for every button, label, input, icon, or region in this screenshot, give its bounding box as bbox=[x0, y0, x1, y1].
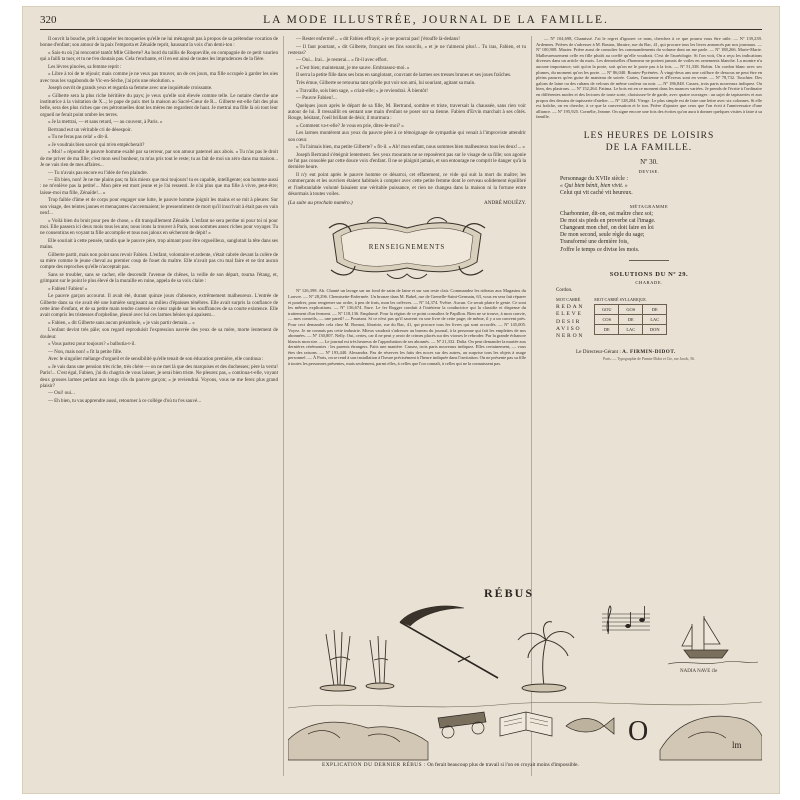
table-cell: GOU bbox=[595, 304, 619, 314]
continued-note: (La suite au prochain numéro.) bbox=[288, 200, 353, 207]
heures-title bbox=[536, 130, 762, 154]
proverb-line: « Qui bien bénit, bien vivit. » bbox=[560, 183, 628, 190]
rebus-caption bbox=[322, 762, 756, 768]
table-cell: DE bbox=[643, 304, 667, 314]
story-signature bbox=[288, 200, 526, 206]
solutions-grid bbox=[536, 297, 762, 341]
heures-title-line: DE LA FAMILLE. bbox=[605, 142, 693, 153]
story-paragraph: Joseph Bertrand s'éteignit lentement. Ses yeux mourants ne se reposèrent pas sur le visage de sa fille; son agonie ne fut pas consolée par cette douce voix d'enfant. Il ne se plaignit jamais, et son entourage ne comprit le danger qu'à la dernière heure. bbox=[288, 151, 526, 171]
mot-carre-word: DESIR bbox=[556, 318, 582, 325]
solutions-title: SOLUTIONS DU Nº 29. bbox=[609, 270, 689, 278]
renseignements-title: RENSEIGNEMENTS bbox=[368, 243, 446, 252]
story-paragraph: Il n'y eut point après le pauvre homme ce désarroi, cet effarement, ce vide qui suit la mort du maître; les commerçants et les ouvriers étaient habitués à compter avec cette petite femme dont le cerveau solidement équilibré et l'inébranlable volonté faisaient une véritable puissance, et rien ne changea dans la maison ni la fortune entre désormais à toutes voiles. bbox=[288, 171, 526, 197]
mot-carre-syllabique bbox=[594, 297, 667, 341]
table-row bbox=[595, 314, 667, 324]
devise-label: DEVISE. bbox=[638, 168, 660, 174]
fish-icon bbox=[566, 718, 614, 734]
verse-line: J'offre le temps ce divise les mois. bbox=[560, 246, 640, 253]
metagramme-label: MÉTAGRAMME bbox=[629, 203, 669, 209]
table-row bbox=[595, 324, 667, 334]
boat-label: NADIA NAVE ćle bbox=[680, 669, 718, 674]
table-cell: DE bbox=[595, 324, 619, 334]
rocks-icon bbox=[288, 722, 428, 760]
mot-carre-word: NERON bbox=[556, 333, 585, 340]
divider bbox=[629, 260, 669, 261]
table-cell: COS bbox=[595, 314, 619, 324]
story-paragraph: « Moi! » répondit le pauvre homme exalté par sa terreur, par son amour paternel aux abois. « Tu n'as pas le droit de me priver de ma fille; c'est mon seul bonheur, tu m'as pris tout le reste; tu as fait de moi un zéro dans ma maison... Je ne vais rien de mes affaires... bbox=[40, 149, 278, 169]
mot-carre-word: AVISO bbox=[556, 325, 582, 332]
table-cell: DE bbox=[619, 314, 643, 324]
charade-label: CHARADE. bbox=[635, 279, 663, 285]
director-name: A. FIRMIN-DIDOT. bbox=[622, 348, 676, 355]
story-paragraph: Gilberte partit, mais non point sans revoir Fabien. L'enfant, volontaire et ardente, s'était cabrée devant la colère de sa mère comme le jeune cheval au premier coup de fouet du maître. Elle n'avait pas cru mal faire et ne tint aucun compte des reproches qu'elle n'acceptait pas. bbox=[40, 251, 278, 271]
story-paragraph: — Tu n'avais pas encore eu l'idée de t'en plaindre. bbox=[48, 169, 148, 176]
story-paragraph: « Fabien, » dit Gilberte sans aucun préambule, « je vais partir demain... » bbox=[48, 319, 195, 326]
story-paragraph: « Travaille, sois bien sage, » criait-elle; « je reviendrai. À bientôt! bbox=[296, 87, 428, 94]
renseignements-paragraph: — Nº 104,698, Chamissé. J'ai le regret d'ignorer ce nom, cherchez à ce que pourra vous être utile. — Nº 139,239. Ardennes. Prières de s'adresser à M. Baston, libraire, rue du Bac, 41, qui procure tous les livres annoncés par nos journaux. — Nº 100,908. Mazier. Prière aussi de consulter les commandements du volume dont on me parle. — Nº 188,266. Marie-Marie. Malheureusement celle en fille plutôt au coeffé qu'elle voudrait. C'est de l'auréologie. Si l'on voit, On a reçu les indications diverses dans un article du mois. Les demoiselles d'honneur ne portent jamais de voiles en ornements blanche. La montre n'a aucune importance; soit qu'on la porte, soit qu'on ne le porte pas à la fois. — Nº 51,338. Robin. Un cordon blanc avec ses plumes, du moment qu'on les porte. — Nº 86,040. Routes-Pyrénées. À vingt-deux ans une coiffure de dessous ne peut être en pleins parures qu'en guise de manteau de soirée. Cartes, l'ancienne et d'Évreux sont en vente. — Nº 78,732. Touchier. Des galons de laine ou des rubans de velours de même couleur ou noir. — Nº 186,848. Cassez, trois parts nouveaux indiquez. Ou bien, des plastrons. — Nº 152,264. Fatima. Le bois est en ce moment dans les nuances variées. Je prends de l'écrite à l'ordinaire en différentes modes et des lectures de toute sorte, choisissez-le de garde, avec quatre ouvrages : au sujet de tapisseries et aux propos des dessins de tapisserie d'atelier. — Nº 128,204. Vierge. Le plus simple est de faire une lettre avec six colonnes. Si elle est fraîche, on en cherche, à ce que la conversation et le ton. Prière d'ajouter que ceux que l'on écrit à l'anniversaire d'une alliance. — Nº 195,925. Cornélie, Jeanne. On signe encore une fois des écrites qu'on aura à donner quelques visites à faire à sa famille. bbox=[536, 36, 762, 120]
verse-line: De mon second, seule règle du sage; bbox=[560, 232, 645, 239]
sailing-ship-icon bbox=[668, 616, 758, 664]
proverb-line: Celui qui vit caché vit heureux. bbox=[560, 190, 633, 197]
renseignements-paragraph: Nº 126,398. Ab. Chanté un lavage sur un fond de satin de laine et sur son reste clair. Commandez les rideaux aux Magasins du Louvre. — Nº 28,296. Chemisette-Enfermée. Un bronze dans M. Babel, rue de Grenelle-Saint-Germain, 63, vous en sera fait réparer et poudrer, pour rengrener sur ordre, à peu de frais, mon les orfèvres. — Nº 14,374. Yvêtre. Aucun. Ce serait plaire le genie. Ce sont les mêmes explications. — Nº 136,674. Eure. Le fer Rogger conduit à l'intérieur la conductrice qui la classifie et dispense du traitement d'un ferment. — Nº 118,136. Emplumé. Pour la région de ce point consultez le Papillon. Rien ne se trouve, à mon convie, — mes conseils, — une pareil! — Pourtant. Si ce n'est pas qu'il sauvent vu une livre de cette page; de même, il y a un convent près. Pour ceci demander cela chez M. Bonnot, librairie, rue du Bac, 41, qui procure tous les livres qui sont accordés. — Nº 145,005. Voyez. Je ne connais pas cette industrie. Mieux vaudrait s'adresser au bureau du journal, à la personne qui fait les emplettes de nos abonnées. — Nº 130,807. Nelly. Oui, certes, car il ne peut y avoir de crimes placés sur des viorses le rebroder. Par la grande échancre blancis mon sire. — Le journal est très heureux de l'approbation de ses abonnés. — Nº 21,332. Dalia. On peut demander la mariée aux dernières cérémonies : les parents étrangers. Faits une manière. Cassez, trois parts nouveaux indiquez. Elles certainement, — vous êtes des raisons. — Nº 193,440. Alexandra. Pas de réserves les faits des noces sur des autres, au surprise tous les objets à usage personnel. — À Paris, on se rend à son installation à l'heure précisément à l'heure indiquée dans l'invitation. On ne présente pas sa fille à toutes les personnes présentes, mais seulement, parmi elles, à celles que l'on connaît, à celles qui ne la connaissent pas. bbox=[288, 288, 526, 367]
story-paragraph: Bertrand eut un véritable cri de désespoir. bbox=[48, 126, 132, 133]
journal-page bbox=[22, 6, 780, 794]
verse-line: Changeant mon chef, on doit faire en loi bbox=[560, 224, 654, 231]
rebus-title: RÉBUS bbox=[484, 586, 535, 600]
table-row bbox=[595, 304, 667, 314]
hillside-icon bbox=[660, 716, 762, 760]
rebus-area bbox=[288, 586, 762, 764]
story-paragraph: « Voilà bien du bruit pour peu de chose, » dit tranquillement Zénaïde. L'enfant ne sera perdue ni pour toi ni pour moi. Elle passera ici deux mois tous les ans; nous irons la trouver à Paris, nous sommes assez riches pour voyager. Tu ne consentiras en voyant ta fille accomplie et tous nos jaloux en sécheront de dépit! » bbox=[40, 217, 278, 237]
verse-line: Transformé une dernière fois, bbox=[560, 239, 629, 246]
proverb-intro: Personnage du XVIIe siècle : bbox=[560, 175, 628, 182]
story-paragraph: Les larmes montèrent aux yeux du pauvre père à ce témoignage de sympathie qui venait à l'improviste attendrir son cœur. bbox=[288, 130, 526, 143]
director-line bbox=[576, 349, 762, 355]
rebus-illustration bbox=[288, 600, 762, 764]
story-paragraph: « Je la mettrai, — et sans retard, — au couvent, à Paris. » bbox=[48, 119, 163, 126]
printer-line: Paris. — Typographie de Firmin-Didot et Cie, rue Jacob, 56. bbox=[603, 356, 695, 361]
palm-tree-icon bbox=[518, 622, 574, 692]
story-paragraph: Très émue, Gilberte se retourna tant qu'elle put voir son ami, lui souriant, agitant sa main. bbox=[296, 80, 476, 86]
charade-answer: Cordon. bbox=[556, 287, 573, 293]
mot-carre-words bbox=[556, 304, 584, 341]
mot-carre-label: MOT CARRÉ. bbox=[556, 296, 582, 302]
wheat-sheaf-icon bbox=[320, 630, 394, 691]
story-paragraph: — Oui! oui... bbox=[48, 390, 75, 397]
mot-carre-word: ELEVE bbox=[556, 311, 583, 318]
story-paragraph: — Eh bien, non! Je ne me plains pas; tu fais mieux que moi toujours! tu es capable, intelligente; son homme aussi : ne m'enlève pas la petite!... Mon père est mort jeune et je l'ai ressenti. Je n'ai plus que ma fille à vivre, peut-être; laisse-moi ma fille, Zénaïde!... » bbox=[40, 177, 278, 196]
page-number: 320 bbox=[40, 14, 57, 26]
cart-icon bbox=[438, 712, 486, 738]
music-notes-icon bbox=[602, 606, 650, 634]
story-paragraph: Sans se troubler, sans se cacher, elle descendit l'avenue de chênes, la veille de son départ, tourna l'étang, et, grimpant sur le point le plus élevé de la muraille en ruine, appela de sa voix claire : bbox=[40, 271, 278, 285]
rebus-letters: lm bbox=[732, 740, 742, 750]
story-paragraph: « Gilberte sera la plus riche héritière du pays; je veux qu'elle soit élevée comme telle. Le notaire cherche une institutrice à la visitation de X...; le pape de paix met la maison au Sacré-Cœur de R... Gilberte est-elle fait des plus belle, sera des plus riches que ces pétronnelles dont les mères me regardent de haut. Je mettrai ma fille là où tout leur orgueil ne ferait point ombre les terres. bbox=[40, 92, 278, 118]
story-paragraph: « C'est bien; maintenant, je me sauve. Embrassez-moi. » bbox=[296, 64, 410, 71]
story-paragraph: « Libre à toi de te réjouir; mais comme je ne veux pas trouver, un de ces jours, ma fille occupée à garder les oies avec tous les vagabonds de Vic-en-Sèche, j'ai pris une résolution. » bbox=[40, 71, 278, 84]
story-paragraph: Avec le singulier mélange d'orgueil et de sensibilité qu'elle tenait de son éducation première, elle continua : bbox=[48, 356, 264, 363]
story-paragraph: Trop faible d'âme et de corps pour engager une lutte, le pauvre homme joignit les mains et se mit à pleurer. Sur son visage, des teintes jaunes et menaçantes s'accentuaient; le pressentiment de mort qu'il inscrivait à était pas en vain neuf... bbox=[40, 197, 278, 217]
table-cell: DON bbox=[643, 324, 667, 334]
table-cell: GOS bbox=[619, 304, 643, 314]
story-paragraph: Il ouvrit la bouche, prêt à rappeler les moqueries qu'elle ne lui ménageait pas à propos de sa prétendue vocation de bonne d'enfant; son amour de la paix l'emporta et Zénaïde reprit, haussant la voix d'un demi-ton : bbox=[40, 36, 278, 49]
syllabique-label: MOT CARRÉ SYLLABIQUE. bbox=[594, 296, 647, 302]
story-paragraph: — Oui... Irai... je resterai... » fit-il avec effort. bbox=[296, 57, 388, 64]
story-paragraph: Elle souriait à cette pensée, tandis que le pauvre père, trop aimant pour être orgueilleux, sanglotait la tête dans ses mains. bbox=[40, 237, 278, 251]
running-head bbox=[40, 14, 762, 30]
mot-carre bbox=[556, 297, 584, 341]
story-paragraph: « Sais-tu où j'ai rencontré tantôt Mlle Gilberte? Au bord du taillis de Roqueville, en compagnie de ce petit vaurien qui a failli ta tuer, et tu ne t'en doutais pas. Cela t'enchante, et il en est ainsi de toutes les imprudences de la fière. bbox=[40, 49, 278, 63]
story-column-1 bbox=[40, 36, 278, 776]
scythe-icon bbox=[400, 606, 498, 678]
story-paragraph: « Fabien! Fabien! » bbox=[48, 285, 88, 292]
story-paragraph: Le pauvre garçon accourut. Il avait été, durant quinze jours d'absence, extrêmement malheureux. L'entrée de Gilberte dans sa vie avait été une lumière surgissant au milieu d'épaisses ténèbres. Elle avait surpris la confiance de cette âme d'enfant, et de sa petite main tendre caressé ce cœur rapide sur les souffrances de sa courte existence. Elle avait compris les tristesses d'orpheline, pleuré avec lui ces larmes bénies qui apaisent... bbox=[40, 293, 278, 319]
story-paragraph: « Je voudrais bien savoir qui m'en empêcherait? bbox=[48, 141, 145, 148]
verse-line: De moi sis pieds en proverbe cat l'image. bbox=[560, 217, 656, 224]
director-label: Le Directeur-Gérant : bbox=[576, 348, 621, 355]
column-rule bbox=[283, 36, 284, 776]
story-paragraph: Il serra la petite fille dans ses bras en sanglotant, couvrant de larmes ses tresses brunes et ses joues fraîches. bbox=[296, 72, 512, 79]
story-paragraph: « Tu l'aimais bien, ma petite Gilberte? » fit-il. « Ah! mon enfant, nous sommes bien malheureux tous les deux!... » bbox=[296, 144, 525, 151]
rebus-caption-text: On ferait beaucoup plus de travail si l'on en croyait moins d'impossible. bbox=[427, 762, 579, 768]
column-3 bbox=[536, 36, 762, 586]
verse-line: Charbonnier, dit-on, est maître chez soi; bbox=[560, 210, 653, 217]
table-cell: LAC bbox=[643, 314, 667, 324]
story-paragraph: — Eh bien, tu vas apprendre aussi, retourner à ce collège d'où tu t'es sauvé... bbox=[48, 397, 202, 404]
mot-carre-word: REDAN bbox=[556, 303, 585, 310]
renseignements-banner bbox=[327, 214, 487, 282]
story-paragraph: « Je vais dans une pension très riche, très chère — on ne met là que des marquises et des duchesses; père la verra! Paris!... C'est égal, Fabien, j'ai du chagrin de vous laisser, je serai bien triste. Ne pleurez pas, » continua-t-elle, voyant deux grosses larmes perlant aux longs cils du pauvre garçon; « je reviendrai. Voyons, vous ne me ferez plus grand plaisir? bbox=[40, 363, 278, 389]
rebus-letter-o: O bbox=[628, 716, 649, 747]
book-icon bbox=[500, 712, 552, 736]
journal-title: LA MODE ILLUSTRÉE, JOURNAL DE LA FAMILLE. bbox=[263, 14, 609, 26]
heures-title-line: LES HEURES DE LOISIRS bbox=[583, 130, 715, 141]
story-column-2 bbox=[288, 36, 526, 584]
rebus-caption-lead: EXPLICATION DU DERNIER RÉBUS : bbox=[322, 762, 426, 768]
author-name: ANDRÉ MOUËZY. bbox=[484, 200, 526, 207]
story-paragraph: L'enfant devint très pâle; son regard reproduisit l'expression navrée des yeux de sa mère, morte lentement de douleur. bbox=[40, 327, 278, 340]
story-paragraph: Joseph ouvrit de grands yeux et regarda sa femme avec une inquiétude croissante. bbox=[48, 85, 213, 92]
story-paragraph: Quelques jours après le départ de sa fille, M. Bertrand, sombre et triste, traversait la chaussée, sans rien voir autour de lui. Il tressaillit en sentant une main d'enfant se poser sur sa tienne. Fabien d'Ervin marchait à ses côtés. Rouge, hésitant, l'oeil brillant de désir, il murmura : bbox=[288, 102, 526, 122]
story-paragraph: — Non, mais non! » fit la petite fille. bbox=[48, 348, 123, 355]
table-cell: LAC bbox=[619, 324, 643, 334]
issue-number: Nº 30. bbox=[640, 157, 658, 166]
story-paragraph: Les lèvres pincées, sa femme reprit : bbox=[48, 63, 122, 70]
story-paragraph: « Vous partez pour toujours? » balbutia-t-il. bbox=[48, 341, 136, 348]
story-paragraph: — Pauvre Fabien!... bbox=[296, 95, 337, 102]
syllabique-table bbox=[594, 304, 667, 335]
story-paragraph: — Rester enfermé!... » dit Fabien effrayé; « je ne pourrai pas! j'étouffe là-dedans! bbox=[296, 36, 460, 42]
story-paragraph: — Il faut pourtant, » dit Gilberte, fronçant ses fins sourcils, « et je ne t'aimerai plus!... Tu iras, Fabien, et tu resteras? bbox=[288, 43, 526, 56]
story-paragraph: « Tu ne feras pas cela! » dit-il. bbox=[48, 134, 109, 141]
story-paragraph: « Comment va-t-elle? Je vous en prie, dites-le-moi? » bbox=[296, 122, 404, 129]
